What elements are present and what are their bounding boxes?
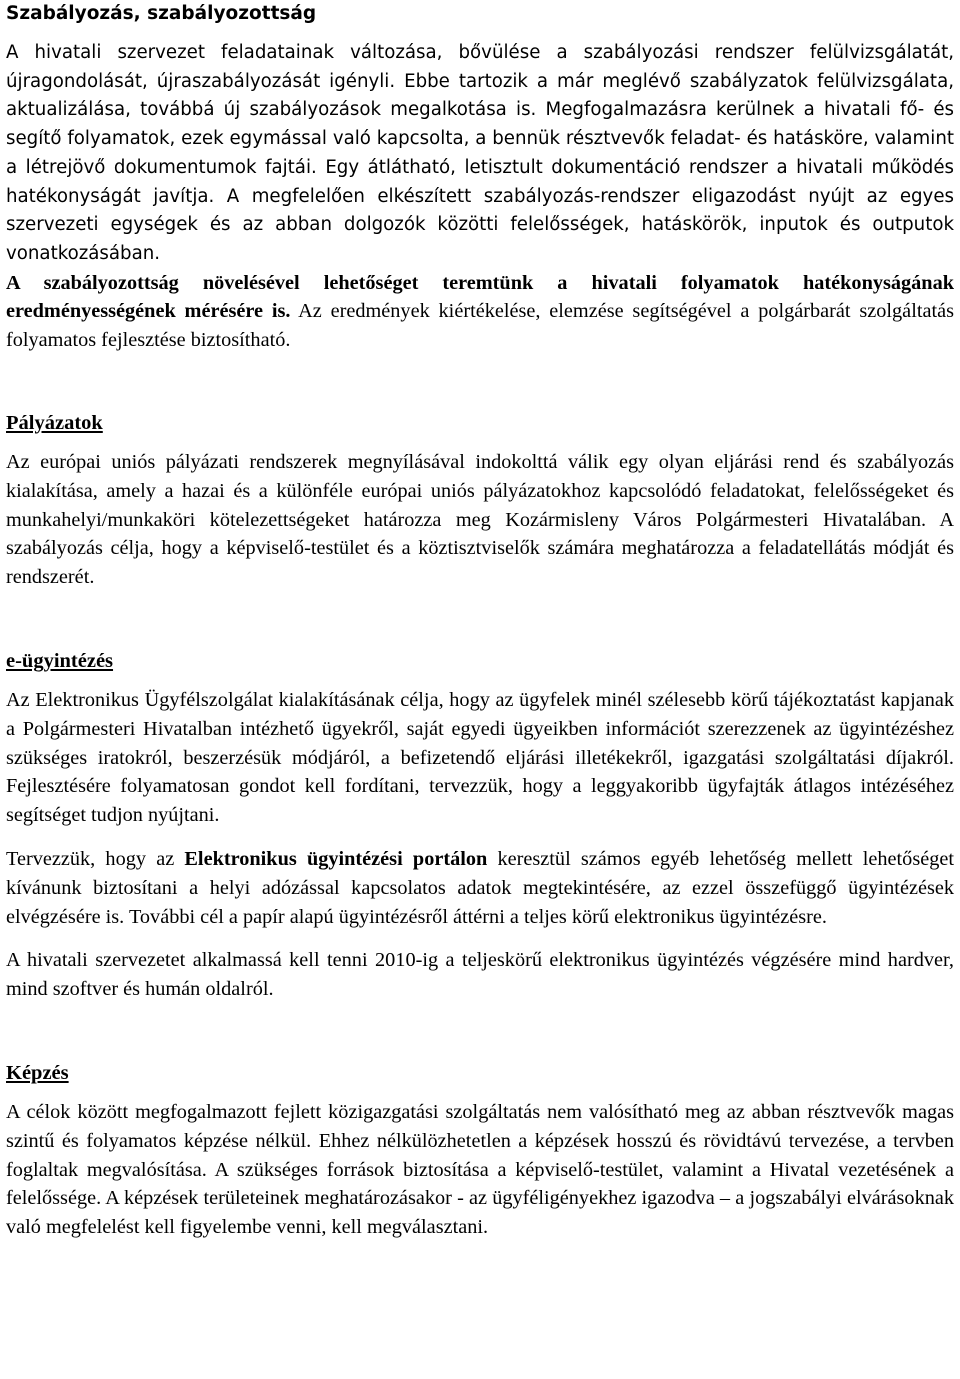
- paragraph-tenders-1: Az európai uniós pályázati rendszerek megnyílásával indokolttá válik egy olyan eljárási rend és szabályozás kialakítása, amely a hazai és a különféle európai uniós pályázatokhoz kapcsolódó feladatokat, felelősségeket és munkahelyi/munkaköri kötelezettségeket határozza meg Kozármisleny Város Polgármesteri Hivatalában. A szabályozás célja, hogy a képviselő-testület és a köztisztviselők számára meghatározza a feladatellátás módját és rendszerét.: [6, 451, 954, 589]
- paragraph-training-1: A célok között megfogalmazott fejlett közigazgatási szolgáltatás nem valósítható meg az abban résztvevők magas szintű és folyamatos képzése nélkül. Ehhez nélkülözhetetlen a képzések hosszú és rövidtávú tervezése, a tervben foglaltak megvalósítása. A szükséges források biztosítása a képviselő-testület, valamint a Hivatal vezetésének a felelőssége. A képzések területeinek meghatározásakor - az ügyféligényekhez igazodva – a jogszabályi elvárásoknak való megfelelést kell figyelembe venni, kell megválasztani.: [6, 1100, 954, 1239]
- paragraph-eadmin-2-start: Tervezzük, hogy az: [6, 847, 185, 870]
- paragraph-regulation-1: A hivatali szervezet feladatainak változása, bővülése a szabályozási rendszer felülvizsgálatát, újragondolását, újraszabályozását igényli. Ebbe tartozik a már meglévő szabályzatok felülvizsgálata, aktualizálása, továbbá új szabályozások megalkotása is. Megfogalmazásra kerülnek a hivatali fő- és segítő folyamatok, ezek egymással való kapcsolta, a bennük résztvevők feladat- és hatásköre, valamint a létrejövő dokumentumok fajtái. Egy átlátható, letisztult dokumentáció rendszer a hivatali működés hatékonyságát javítja. A megfelelően elkészített szabályozás-rendszer eligazodást nyújt az egyes szervezeti egységek és az abban dolgozók közötti felelősségek, hatáskörök, inputok és outputok vonatkozásában.: [6, 42, 954, 264]
- paragraph-eadmin-2: [6, 845, 954, 931]
- paragraph-eadmin-1: Az Elektronikus Ügyfélszolgálat kialakításának célja, hogy az ügyfelek minél szélesebb körű tájékoztatást kapjanak a Polgármesteri Hivatalban intézhető ügyekről, saját egyedi ügyeikben információt szerezzenek az ügyintézéshez szükséges iratokról, beszerzésük módjáról, a befizetendő eljárási illetékekről, igazgatási szolgáltatási díjakról. Fejlesztésére folyamatosan gondot kell fordítani, tervezzük, hogy a leggyakoribb ügyfajták átlagos intézéséhez segítséget tudjon nyújtani.: [6, 689, 954, 827]
- paragraph-regulation-2-rest: Az eredmények kiértékelése, elemzése segítségével a polgárbarát szolgáltatás folyamatos fejlesztése biztosítható.: [6, 300, 954, 352]
- paragraph-eadmin-2-end: keresztül számos egyéb lehetőség mellett lehetőséget kívánunk biztosítani a helyi adózással kapcsolatos adatok megtekintésére, az ezzel összefüggő ügyintézések elvégzésére is. További cél a papír alapú ügyintézésről áttérni a teljes körű elektronikus ügyintézésre.: [6, 847, 954, 928]
- paragraph-eadmin-3: A hivatali szervezetet alkalmassá kell tenni 2010-ig a teljeskörű elektronikus ügyintézés végzésére mind hardver, mind szoftver és humán oldalról.: [6, 949, 954, 1001]
- section-title-regulation: Szabályozás, szabályozottság: [6, 3, 317, 24]
- bold-emphasis-regulation: A szabályozottság növelésével lehetőséget teremtünk a hivatali folyamatok hatékonyságának eredményességének mérésére is.: [6, 271, 954, 323]
- section-title-eadmin: e-ügyintézés: [6, 650, 114, 672]
- section-title-training: Képzés: [6, 1061, 69, 1084]
- section-title-tenders: Pályázatok: [6, 412, 103, 435]
- paragraph-regulation-2: [6, 269, 954, 355]
- bold-emphasis-portal: Elektronikus ügyintézési portálon: [184, 847, 488, 870]
